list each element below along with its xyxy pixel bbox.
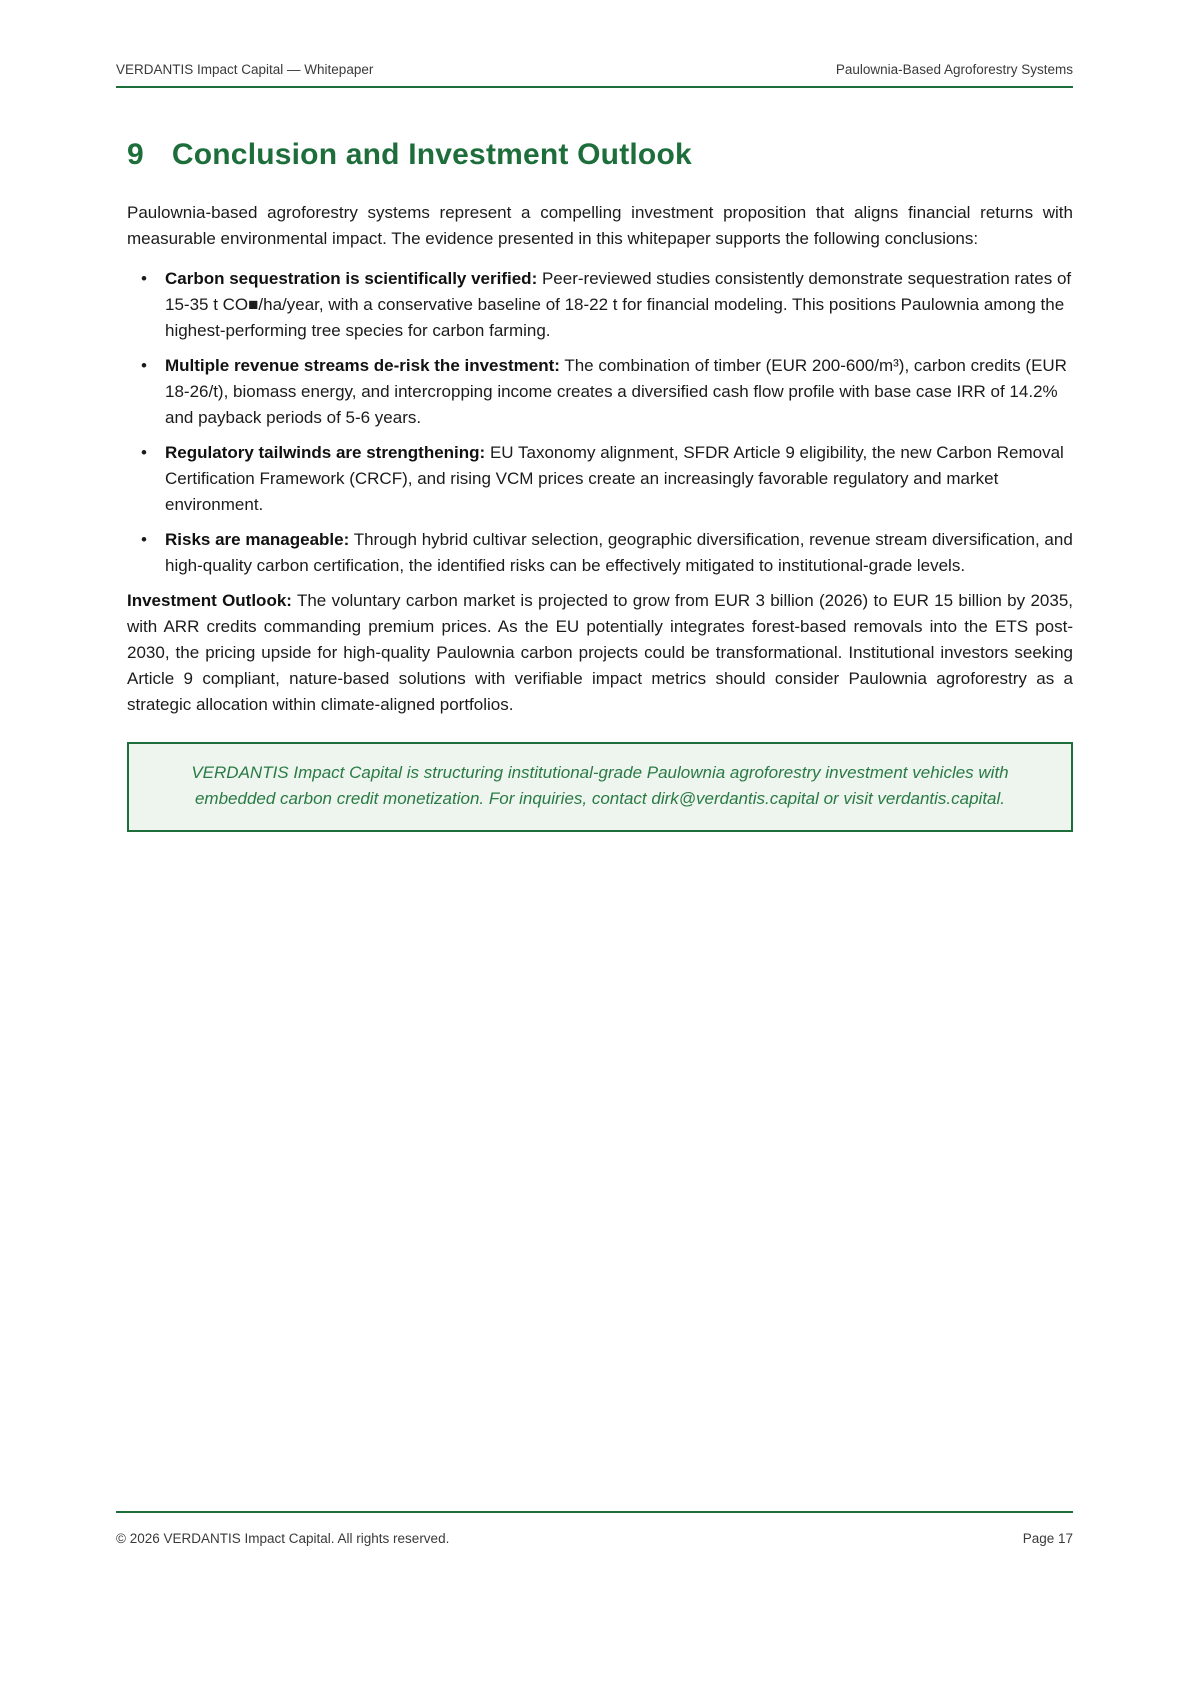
footer-copyright: © 2026 VERDANTIS Impact Capital. All rights reserved. xyxy=(116,1531,450,1546)
bullet-lead: Risks are manageable: xyxy=(165,530,350,549)
section-number: 9 xyxy=(127,138,144,171)
bullet-item-regulatory xyxy=(141,440,1073,518)
bullet-item-revenue xyxy=(141,353,1073,431)
footer-page-number: Page 17 xyxy=(1022,1531,1073,1546)
intro-paragraph: Paulownia-based agroforestry systems represent a compelling investment proposition that aligns financial returns with measurable environmental impact. The evidence presented in this whitepaper supports the following conclusions: xyxy=(127,203,1073,248)
bullet-item-risks xyxy=(141,527,1073,579)
bullet-marker: • xyxy=(141,530,147,549)
bullet-text: The combination of timber (EUR 200-600/m³), carbon credits (EUR 18-26/t), biomass energy, and intercropping income creates a diversified cash flow profile with base case IRR of 14.2% and payback periods of 5-6 years. xyxy=(165,356,1067,427)
outlook-lead: Investment Outlook: xyxy=(127,591,292,610)
bullet-text: Peer-reviewed studies consistently demonstrate sequestration rates of 15-35 t CO■/ha/year, with a conservative baseline of 18-22 t for financial modeling. This positions Paulownia among the highest-performing tree species for carbon farming. xyxy=(165,269,1072,340)
bullet-marker: • xyxy=(141,356,147,375)
bullet-marker: • xyxy=(141,443,147,462)
callout-text: VERDANTIS Impact Capital is structuring institutional-grade Paulownia agroforestry investment vehicles with embedded carbon credit monetization. For inquiries, contact dirk@verdantis.capital or visit verdantis.capital. xyxy=(191,763,1009,808)
header-rule xyxy=(116,86,1073,88)
section-title xyxy=(127,138,1073,172)
bullet-text: Through hybrid cultivar selection, geographic diversification, revenue stream diversification, and high-quality carbon certification, the identified risks can be effectively mitigated to institutional-grade levels. xyxy=(165,530,1073,575)
bullet-marker: • xyxy=(141,269,147,288)
page-footer xyxy=(116,1511,1073,1546)
header-right-text: Paulownia-Based Agroforestry Systems xyxy=(835,62,1073,77)
bullet-lead: Regulatory tailwinds are strengthening: xyxy=(165,443,486,462)
callout-box xyxy=(127,742,1073,832)
bullet-text: EU Taxonomy alignment, SFDR Article 9 eligibility, the new Carbon Removal Certification Framework (CRCF), and rising VCM prices create an increasingly favorable regulatory and market environment. xyxy=(165,443,1064,514)
bullet-lead: Multiple revenue streams de-risk the investment: xyxy=(165,356,560,375)
bullet-item-carbon xyxy=(141,266,1073,344)
outlook-text: The voluntary carbon market is projected to grow from EUR 3 billion (2026) to EUR 15 billion by 2035, with ARR credits commanding premium prices. As the EU potentially integrates forest-based removals into the ETS post-2030, the pricing upside for high-quality Paulownia carbon projects could be transformational. Institutional investors seeking Article 9 compliant, nature-based solutions with verifiable impact metrics should consider Paulownia agroforestry as a strategic allocation within climate-aligned portfolios. xyxy=(127,591,1073,714)
outlook-paragraph xyxy=(127,588,1073,718)
section-title-text: Conclusion and Investment Outlook xyxy=(171,138,692,171)
bullet-lead: Carbon sequestration is scientifically verified: xyxy=(165,269,538,288)
conclusions-list xyxy=(141,266,1073,579)
page-content xyxy=(127,138,1073,832)
header-left-text: VERDANTIS Impact Capital — Whitepaper xyxy=(116,62,374,77)
page-header xyxy=(116,62,1073,88)
